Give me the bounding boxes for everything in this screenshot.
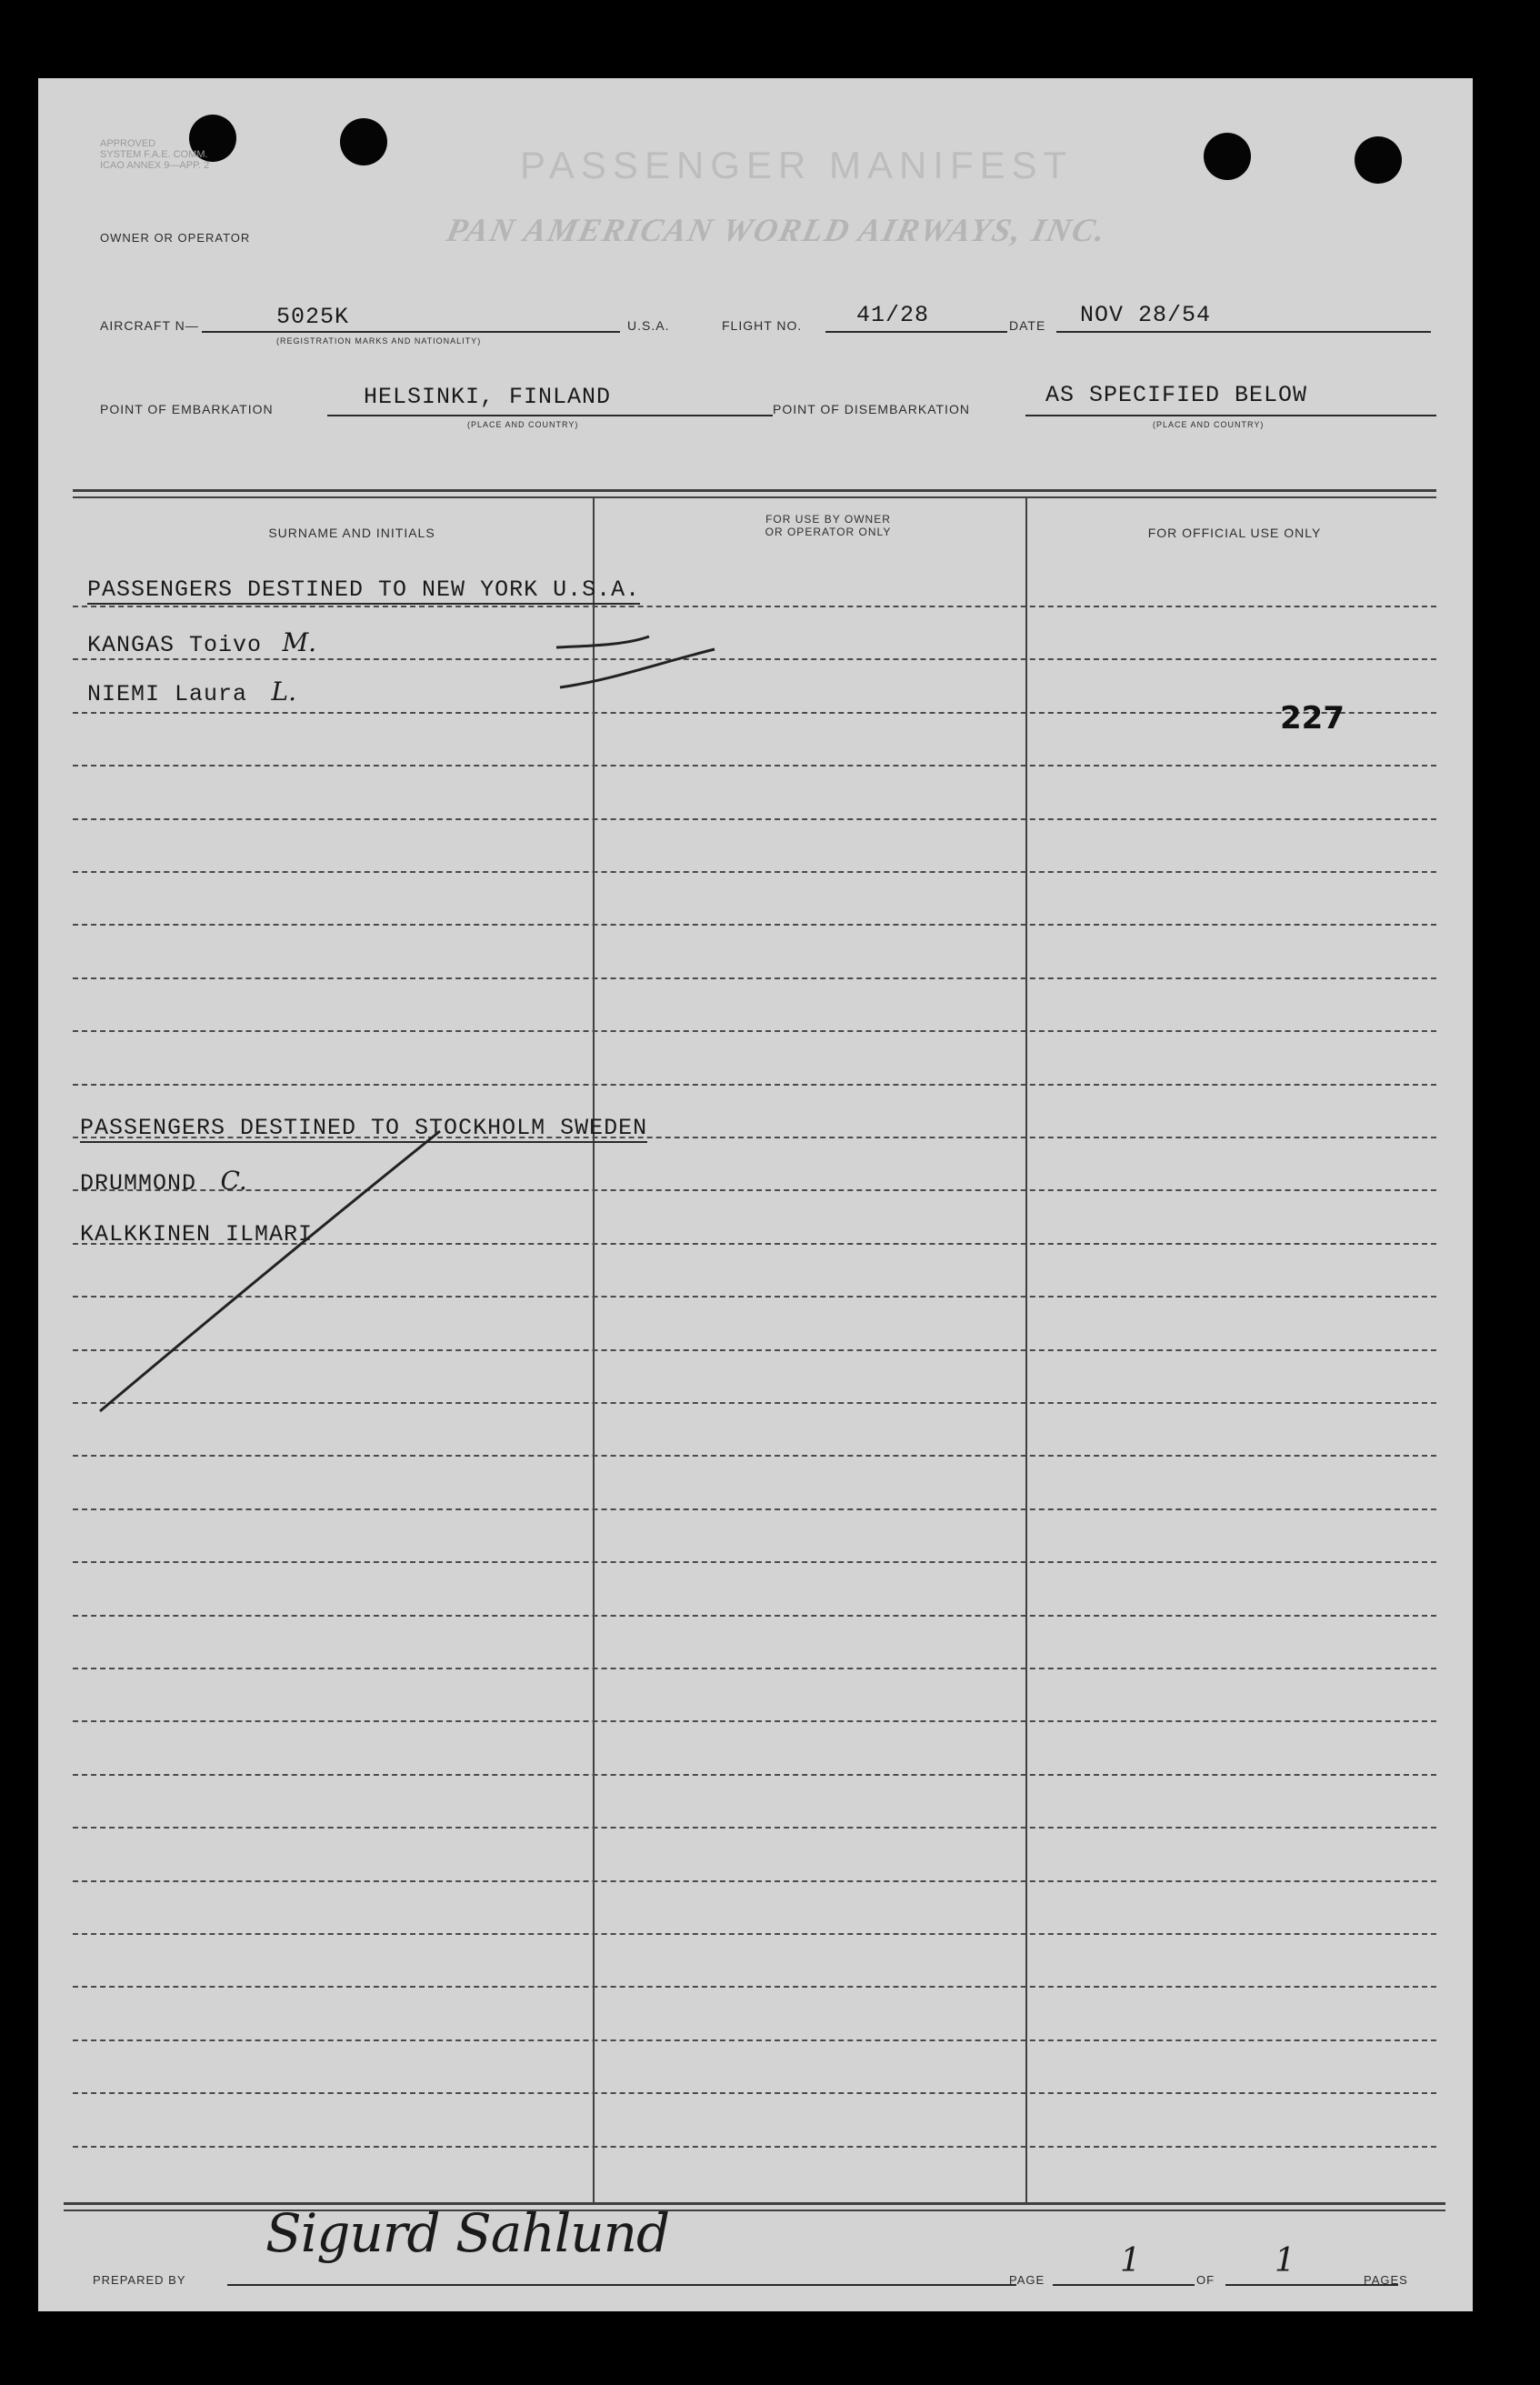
punch-hole: [1204, 133, 1251, 180]
column-header-official: FOR OFFICIAL USE ONLY: [1147, 526, 1322, 540]
ruled-line: [73, 712, 1436, 714]
punch-hole: [1355, 136, 1402, 184]
manifest-sheet: [38, 78, 1473, 2311]
approval-line: ICAO ANNEX 9—APP. 2: [100, 160, 210, 171]
date-label: DATE: [1009, 318, 1046, 333]
ruled-line: [73, 871, 1436, 873]
of-label: OF: [1196, 2273, 1215, 2287]
ruled-line: [73, 1774, 1436, 1776]
column-header-owner-line: FOR USE BY OWNER: [765, 513, 891, 526]
ruled-line: [73, 1720, 1436, 1722]
passenger-initial: M.: [282, 627, 317, 657]
pen-stroke: [100, 1131, 440, 1411]
ruled-line: [73, 977, 1436, 979]
ruled-line: [73, 1615, 1436, 1617]
approval-line: SYSTEM F.A.E. COMM.: [100, 149, 208, 160]
table-top-rule: [73, 489, 1436, 492]
ruled-line: [73, 1668, 1436, 1669]
ruled-line: [73, 2146, 1436, 2148]
ruled-line: [73, 1084, 1436, 1086]
section-heading: PASSENGERS DESTINED TO NEW YORK U.S.A.: [87, 576, 641, 603]
ruled-line: [73, 1508, 1436, 1510]
column-header-surname: SURNAME AND INITIALS: [268, 526, 435, 540]
pen-stroke: [560, 649, 715, 687]
punch-hole: [340, 118, 387, 165]
passenger-entry: [87, 676, 296, 707]
page-value: 1: [1120, 2242, 1141, 2280]
passenger-name: KANGAS Toivo: [87, 632, 263, 658]
ruled-line: [73, 1880, 1436, 1882]
table-top-rule: [73, 496, 1436, 498]
column-header-owner: [595, 513, 1062, 538]
owner-label: OWNER OR OPERATOR: [100, 231, 251, 245]
flight-value: 41/28: [856, 302, 930, 328]
passenger-entry: [87, 627, 316, 658]
ruled-line: [73, 1827, 1436, 1829]
approval-block: [100, 138, 209, 171]
column-divider: [593, 498, 595, 2204]
ruled-line: [73, 658, 1436, 660]
passenger-name: KALKKINEN ILMARI: [80, 1221, 314, 1248]
official-stamp: 227: [1280, 700, 1345, 737]
embarkation-label: POINT OF EMBARKATION: [100, 402, 274, 416]
section-heading: PASSENGERS DESTINED TO STOCKHOLM SWEDEN: [80, 1115, 648, 1141]
passenger-name: DRUMMOND: [80, 1170, 197, 1197]
passenger-initial: C.: [220, 1166, 247, 1196]
ruled-line: [73, 1561, 1436, 1563]
date-value: NOV 28/54: [1080, 302, 1212, 328]
passenger-initial: L.: [271, 676, 296, 706]
aircraft-line: [202, 307, 620, 333]
ruled-line: [73, 2039, 1436, 2041]
flight-label: FLIGHT NO.: [722, 318, 803, 333]
total-value: 1: [1275, 2242, 1295, 2280]
ruled-line: [73, 2092, 1436, 2094]
ruled-line: [73, 606, 1436, 607]
pen-marks: [84, 1124, 465, 1424]
ruled-line: [73, 1030, 1436, 1032]
aircraft-value: 5025K: [276, 304, 350, 330]
disembarkation-label: POINT OF DISEMBARKATION: [773, 402, 970, 416]
aircraft-sub: (REGISTRATION MARKS AND NATIONALITY): [276, 336, 482, 346]
page-title: PASSENGER MANIFEST: [520, 144, 1074, 186]
operator-name: PAN AMERICAN WORLD AIRWAYS, INC.: [443, 212, 1111, 248]
pen-marks: [547, 624, 729, 715]
usa-label: U.S.A.: [627, 318, 670, 333]
signature: Sigurd Sahlund: [265, 2202, 670, 2264]
column-divider: [1025, 498, 1027, 2204]
pen-stroke: [556, 636, 649, 647]
disembarkation-value: AS SPECIFIED BELOW: [1045, 382, 1308, 408]
ruled-line: [73, 765, 1436, 767]
ruled-line: [73, 1455, 1436, 1457]
aircraft-label: AIRCRAFT N—: [100, 318, 199, 333]
disembarkation-sub: (PLACE AND COUNTRY): [1153, 420, 1265, 429]
prepared-label: PREPARED BY: [93, 2273, 186, 2287]
embarkation-value: HELSINKI, FINLAND: [364, 384, 612, 410]
pages-label: PAGES: [1364, 2273, 1408, 2287]
page-label: PAGE: [1009, 2273, 1045, 2287]
approval-line: APPROVED: [100, 138, 156, 149]
ruled-line: [73, 1933, 1436, 1935]
ruled-line: [73, 924, 1436, 926]
ruled-line: [73, 818, 1436, 820]
column-header-owner-line: OR OPERATOR ONLY: [765, 526, 892, 538]
ruled-line: [73, 1986, 1436, 1988]
embarkation-sub: (PLACE AND COUNTRY): [467, 420, 579, 429]
passenger-name: NIEMI Laura: [87, 681, 248, 707]
